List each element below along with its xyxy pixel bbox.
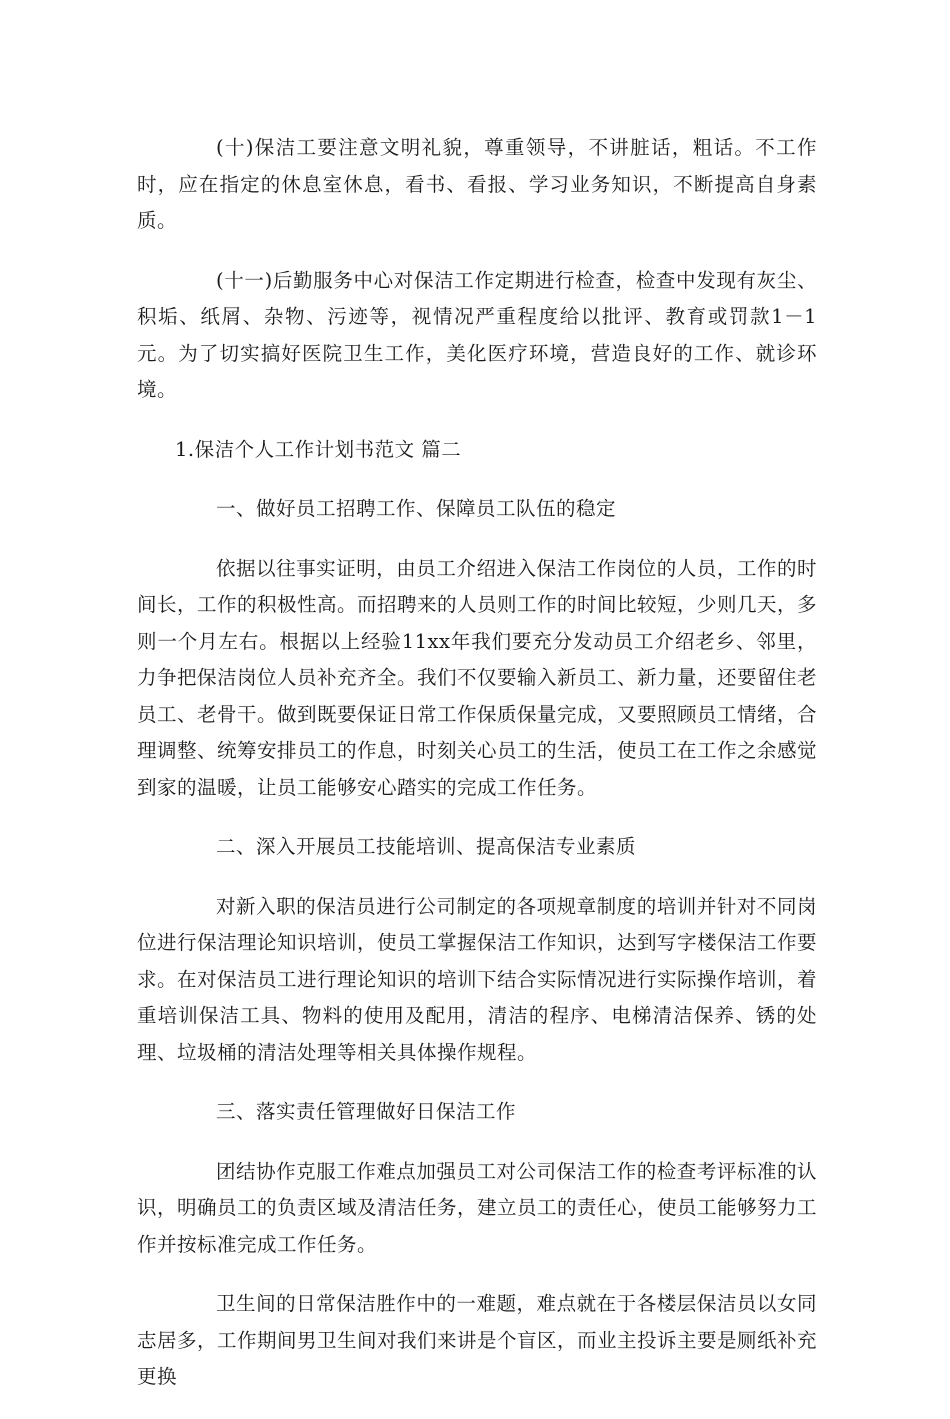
heading-recruitment: 一、做好员工招聘工作、保障员工队伍的稳定 <box>216 497 617 520</box>
paragraph-restroom: 卫生间的日常保洁胜作中的一难题，难点就在于各楼层保洁员以女同志居多，工作期间男卫生间对我们来讲是个盲区，而业主投诉主要是厕纸补充更换 <box>137 1292 818 1388</box>
paragraph-training: 对新入职的保洁员进行公司制定的各项规章制度的培训并针对不同岗位进行保洁理论知识培训，使员工掌握保洁工作知识，达到写字楼保洁工作要求。在对保洁员工进行理论知识的培训下结合实际情况进行实际操作培训，着重培训保洁工具、物料的使用及配用，清洁的程序、电梯清洁保养、锈的处理、垃圾桶的清洁处理等相关具体操作规程。 <box>137 894 818 1064</box>
paragraph-responsibility: 团结协作克服工作难点加强员工对公司保洁工作的检查考评标准的认识，明确员工的负责区域及清洁任务，建立员工的责任心，使员工能够努力工作并按标准完成工作任务。 <box>137 1159 818 1256</box>
paragraph-rule-10: (十)保洁工要注意文明礼貌，尊重领导，不讲脏话，粗话。不工作时，应在指定的休息室休息，看书、看报、学习业务知识，不断提高自身素质。 <box>137 136 817 232</box>
document-body <box>137 130 817 1419</box>
section-title-part-two: 1.保洁个人工作计划书范文 篇二 <box>175 437 462 461</box>
paragraph-rule-11: (十一)后勤服务中心对保洁工作定期进行检查，检查中发现有灰尘、积垢、纸屑、杂物、污迹等，视情况严重程度给以批评、教育或罚款1－1元。为了切实搞好医院卫生工作，美化医疗环境，营造良好的工作、就诊环境。 <box>137 268 817 401</box>
paragraph-recruitment: 依据以往事实证明，由员工介绍进入保洁工作岗位的人员，工作的时间长，工作的积极性高。而招聘来的人员则工作的时间比较短，少则几天，多则一个月左右。根据以上经验11xx年我们要充分发动员工介绍老乡、邻里，力争把保洁岗位人员补充齐全。我们不仅要输入新员工、新力量，还要留住老员工、老骨干。做到既要保证日常工作保质保量完成，又要照顾员工情绪，合理调整、统筹安排员工的作息，时刻关心员工的生活，使员工在工作之余感觉到家的温暖，让员工能够安心踏实的完成工作任务。 <box>137 556 818 799</box>
heading-responsibility: 三、落实责任管理做好日保洁工作 <box>216 1100 517 1123</box>
heading-training: 二、深入开展员工技能培训、提高保洁专业素质 <box>216 835 637 858</box>
